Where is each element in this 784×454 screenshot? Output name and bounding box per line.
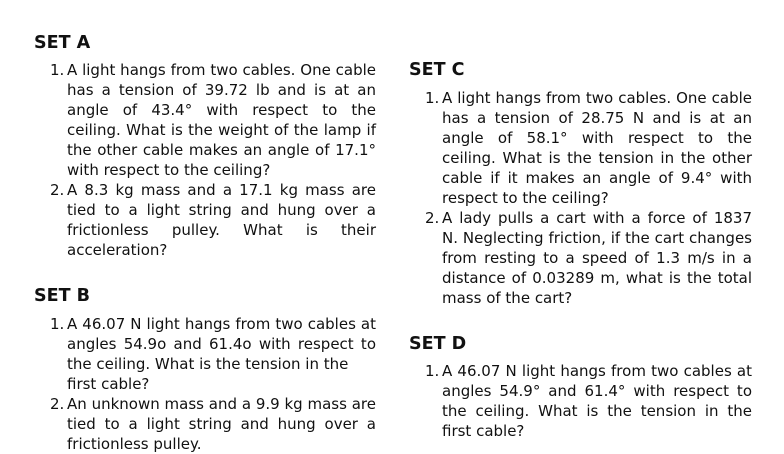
question-number: 2.: [50, 395, 65, 413]
set-c-question-2: [409, 208, 752, 308]
set-c-heading: SET C: [409, 60, 465, 80]
question-text: A 8.3 kg mass and a 17.1 kg mass are tied to a light string and hung over a frictionless pulley. What is their acceleration?: [67, 181, 376, 259]
set-b-heading: SET B: [34, 286, 91, 306]
question-number: 2.: [425, 209, 440, 227]
question-number: 2.: [50, 181, 65, 199]
set-d-question-1: [409, 361, 752, 441]
set-a-question-1: [34, 60, 376, 180]
question-text: A light hangs from two cables. One cable has a tension of 28.75 N and is at an angle of 58.1° with respect to the ceiling. What is the tension in the other cable if it makes an angle of 9.4° with respect to the ceiling?: [442, 89, 752, 207]
set-b-question-1: [34, 314, 376, 394]
set-b-question-2: [34, 394, 376, 454]
set-b-questions: [34, 314, 376, 454]
set-a-heading: SET A: [34, 33, 91, 53]
question-text: A 46.07 N light hangs from two cables at angles 54.9° and 61.4° with respect to the ceiling. What is the tension in the first cable?: [442, 362, 752, 440]
set-c-questions: [409, 88, 752, 308]
set-d-heading: SET D: [409, 334, 467, 354]
question-text: A light hangs from two cables. One cable has a tension of 39.72 lb and is at an angle of 43.4° with respect to the ceiling. What is the weight of the lamp if the other cable makes an angle of 17.1° with respect to the ceiling?: [67, 61, 376, 179]
question-number: 1.: [50, 61, 65, 79]
question-text-continued: first cable?: [67, 375, 150, 393]
set-a-questions: [34, 60, 376, 260]
question-text: A lady pulls a cart with a force of 1837 N. Neglecting friction, if the cart changes from resting to a speed of 1.3 m/s in a distance of 0.03289 m, what is the total mass of the cart?: [442, 209, 752, 307]
set-d-questions: [409, 361, 752, 441]
set-c-question-1: [409, 88, 752, 208]
question-text: A 46.07 N light hangs from two cables at angles 54.9o and 61.4o with respect to the ceiling. What is the tension in the: [67, 315, 376, 373]
set-a-question-2: [34, 180, 376, 260]
question-number: 1.: [50, 315, 65, 333]
question-number: 1.: [425, 362, 440, 380]
question-number: 1.: [425, 89, 440, 107]
question-text: An unknown mass and a 9.9 kg mass are tied to a light string and hung over a frictionless pulley.: [67, 395, 376, 453]
